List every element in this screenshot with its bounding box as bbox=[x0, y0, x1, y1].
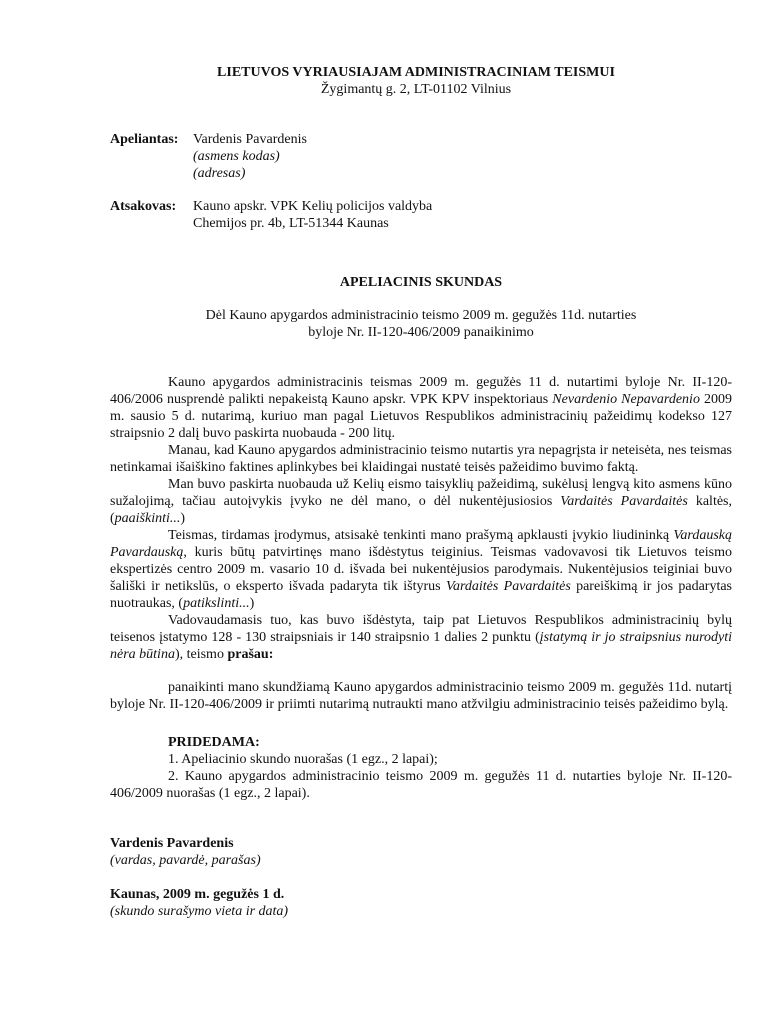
document-subtitle bbox=[110, 307, 732, 341]
paragraph-3-text: Man buvo paskirta nuobauda už Kelių eismo taisyklių pažeidimą, sukėlusį lengvą kito asmens kūno sužalojimą, tačiau autoįvykis įvyko ne dėl mano, o dėl nukentėjusiosios bbox=[110, 477, 732, 509]
appellant-code: (asmens kodas) bbox=[193, 149, 280, 164]
paragraph-4-text-2: , kuris būtų patvirtinęs mano išdėstytus teiginius. Teismas vadovavosi tik Lietuvos teismo ekspertizės centro 2009 m. vasario 10 d. išvada bei nukentėjusios parodymais. Nukentėjusios teiginiai buvo šališki ir netikslūs, o eksperto išvada padaryta tik ištyrus bbox=[110, 545, 732, 594]
subtitle-line-2: byloje Nr. II-120-406/2009 panaikinimo bbox=[308, 325, 534, 340]
court-name: LIETUVOS VYRIAUSIAJAM ADMINISTRACINIAM TEISMUI bbox=[217, 65, 615, 80]
attachments-heading: PRIDEDAMA: bbox=[168, 735, 260, 750]
attachment-item-1: 1. Apeliacinio skundo nuorašas (1 egz., 2 lapai); bbox=[168, 752, 438, 767]
attachment-item-2: 2. Kauno apygardos administracinio teismo 2009 m. gegužės 11 d. nutarties byloje Nr. II-120-406/2009 nuorašas (1 egz., 2 lapai). bbox=[110, 769, 732, 801]
paragraph-5-text: Vadovaudamasis tuo, kas buvo išdėstyta, taip pat Lietuvos Respublikos administracinių bylų teisenos įstatymo 128 - 130 straipsniais ir 140 straipsnio 1 dalies 2 punktu ( bbox=[110, 613, 732, 645]
paragraph-4 bbox=[110, 527, 732, 612]
court-address: Žygimantų g. 2, LT-01102 Vilnius bbox=[320, 82, 512, 97]
paragraph-5 bbox=[110, 612, 732, 663]
subtitle-line-1: Dėl Kauno apygardos administracinio teismo 2009 m. gegužės 11d. nutarties bbox=[205, 308, 637, 323]
paragraph-4-text: Teismas, tirdamas įrodymus, atsisakė tenkinti mano prašymą apklausti įvykio liudininką bbox=[168, 528, 674, 543]
paragraph-3 bbox=[110, 476, 732, 527]
respondent-label: Atsakovas: bbox=[110, 199, 177, 214]
paragraph-3-close: ) bbox=[180, 511, 186, 526]
paragraph-4-text-3: pareiškimą ir jos padarytas nuotraukas, ( bbox=[110, 579, 732, 611]
witness-name: Vardauską Pavardauską bbox=[110, 528, 732, 560]
place-date: Kaunas, 2009 m. gegužės 1 d. bbox=[110, 887, 285, 902]
paragraph-1-text-2: 2009 m. sausio 5 d. nutarimą, kuriuo man pagal Lietuvos Respublikos administracinių pažeidimų kodekso 127 straipsnio 2 dalį buvo paskirta nuobauda - 200 litų. bbox=[110, 392, 733, 441]
paragraph-1 bbox=[110, 374, 732, 442]
clarify-note: patikslinti... bbox=[183, 596, 250, 611]
paragraph-3-text-2: kaltės, ( bbox=[110, 494, 732, 526]
appellant-address: (adresas) bbox=[193, 166, 246, 181]
place-date-note: (skundo surašymo vieta ir data) bbox=[110, 904, 289, 919]
law-note: įstatymą ir jo straipsnius nurodyti nėra būtina bbox=[110, 630, 732, 662]
paragraph-2: Manau, kad Kauno apygardos administracinio teismo nutartis yra nepagrįsta ir neteisėta, nes teismas netinkamai išaiškino faktines aplinkybes bei klaidingai nustatė teisės pažeidimo buvimo faktą. bbox=[110, 443, 732, 475]
respondent-address: Chemijos pr. 4b, LT-51344 Kaunas bbox=[193, 216, 389, 231]
appellant-block bbox=[110, 131, 732, 182]
inspector-name: Nevardenio Nepavardenio bbox=[552, 392, 700, 407]
paragraph-5-text-2: ), teismo bbox=[174, 647, 228, 662]
respondent-block bbox=[110, 198, 732, 232]
explain-note: paaiškinti... bbox=[114, 511, 181, 526]
document-page bbox=[110, 64, 732, 920]
paragraph-1-text: Kauno apygardos administracinis teismas 2009 m. gegužės 11 d. nutartimi byloje Nr. II-120-406/2006 nusprendė palikti nepakeistą Kauno apskr. VPK KPV inspektoriaus bbox=[110, 375, 732, 407]
signer-note: (vardas, pavardė, parašas) bbox=[110, 853, 261, 868]
paragraph-4-close: ) bbox=[249, 596, 255, 611]
document-body bbox=[110, 374, 732, 713]
request-word: prašau: bbox=[227, 647, 274, 662]
attachments-block bbox=[110, 734, 732, 802]
request-paragraph: panaikinti mano skundžiamą Kauno apygardos administracinio teismo 2009 m. gegužės 11d. nutartį byloje Nr. II-120-406/2009 ir priimti nutarimą nutraukti mano atžvilgiu administracinio teisės pažeidimo bylą. bbox=[110, 680, 732, 712]
court-header bbox=[100, 64, 732, 98]
victim-name: Vardaitės Pavardaitės bbox=[560, 494, 688, 509]
signer-name: Vardenis Pavardenis bbox=[110, 836, 234, 851]
victim-name-2: Vardaitės Pavardaitės bbox=[445, 579, 571, 594]
signature-block bbox=[110, 835, 732, 920]
appellant-label: Apeliantas: bbox=[110, 132, 179, 147]
appellant-name: Vardenis Pavardenis bbox=[193, 132, 307, 147]
respondent-name: Kauno apskr. VPK Kelių policijos valdyba bbox=[193, 199, 433, 214]
document-title: APELIACINIS SKUNDAS bbox=[339, 275, 503, 290]
